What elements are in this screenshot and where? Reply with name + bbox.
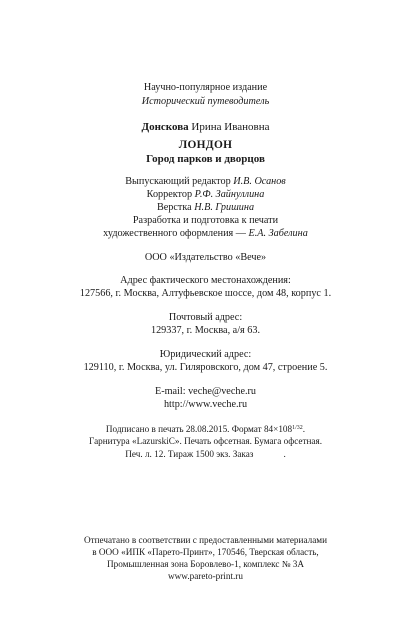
website: http://www.veche.ru: [163, 399, 248, 410]
credit-layout-name: Н.В. Гришина: [194, 202, 255, 213]
author-surname: Донскова: [141, 121, 189, 133]
print-run-order: Печ. л. 12. Тираж 1500 экз. Заказ: [125, 449, 254, 459]
series-name: Исторический путеводитель: [141, 96, 270, 107]
print-format-end: .: [302, 424, 306, 434]
credit-design-line1: Разработка и подготовка к печати: [132, 215, 279, 226]
address-legal-label: Юридический адрес:: [159, 349, 252, 360]
book-title: ЛОНДОН: [178, 139, 233, 151]
print-format-fraction: 1/32: [292, 425, 303, 431]
printer-website: www.pareto-print.ru: [168, 571, 243, 581]
print-info-line1: [0, 423, 411, 435]
credit-design-name: Е.А. Забелина: [248, 228, 308, 239]
credit-layout: [0, 202, 411, 214]
credit-corrector-label: Корректор: [146, 189, 193, 200]
credit-design-label: художественного оформления —: [103, 228, 246, 239]
credit-editor: [0, 176, 411, 188]
printer-line1: Отпечатано в соответствии с предоставленными материалами: [83, 535, 327, 545]
credit-design-line2: [0, 228, 411, 240]
credit-editor-name: И.В. Осанов: [233, 176, 286, 187]
credit-corrector-name: Р.Ф. Зайнуллина: [194, 189, 265, 200]
address-actual-value: 127566, г. Москва, Алтуфьевское шоссе, дом 48, корпус 1.: [79, 288, 332, 299]
address-postal-label: Почтовый адрес:: [168, 312, 243, 323]
address-legal-value: 129110, г. Москва, ул. Гиляровского, дом 47, строение 5.: [83, 362, 328, 373]
printer-line3: Промышленная зона Боровлево-1, комплекс № 3А: [106, 559, 305, 569]
credit-editor-label: Выпускающий редактор: [125, 176, 231, 187]
publisher: ООО «Издательство «Вече»: [144, 252, 267, 263]
print-signed-format: Подписано в печать 28.08.2015. Формат 84×108: [105, 424, 293, 434]
print-order-end: .: [283, 449, 286, 459]
credit-layout-label: Верстка: [156, 202, 192, 213]
author-given-names: Ирина Ивановна: [191, 121, 270, 133]
edition-type: Научно-популярное издание: [143, 82, 268, 93]
printer-line2: в ООО «ИПК «Парето-Принт», 170546, Тверская область,: [92, 547, 319, 557]
print-info-line2: Гарнитура «LazurskiC». Печать офсетная. Бумага офсетная.: [88, 436, 323, 446]
author: [0, 121, 411, 133]
credit-corrector: [0, 189, 411, 201]
address-postal-value: 129337, г. Москва, а/я 63.: [150, 325, 260, 336]
email: E-mail: veche@veche.ru: [154, 386, 257, 397]
print-info-line3: [0, 449, 411, 460]
book-subtitle: Город парков и дворцов: [146, 153, 265, 165]
address-actual-label: Адрес фактического местонахождения:: [120, 275, 291, 286]
